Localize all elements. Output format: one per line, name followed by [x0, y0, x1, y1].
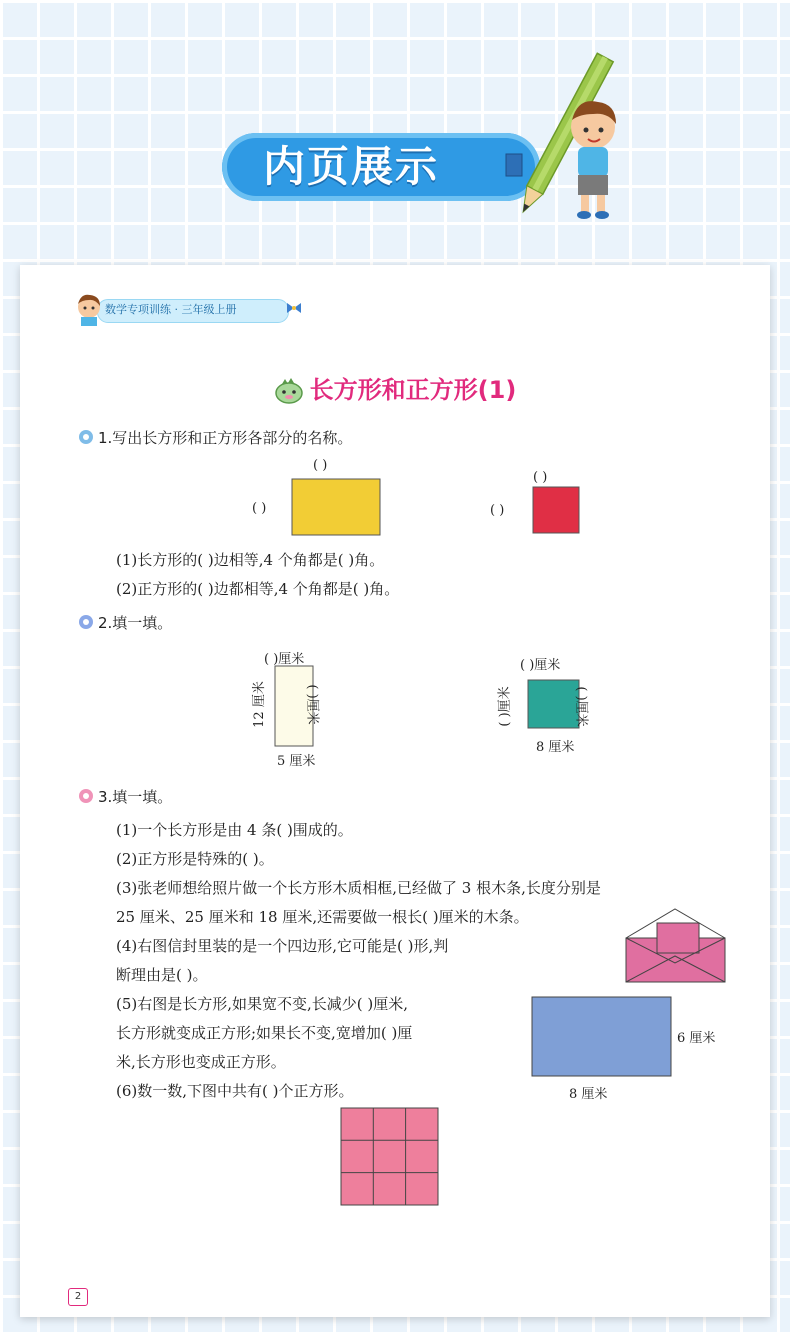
q2-square [528, 680, 579, 728]
q3-line1: (1)一个长方形是由 4 条( )围成的。 [116, 821, 353, 839]
boy-avatar-icon [75, 287, 105, 327]
square-grid-figure [340, 1107, 440, 1207]
q2-heading [78, 612, 172, 633]
q3-line2: (2)正方形是特殊的( )。 [116, 850, 274, 868]
q3-line3a: (3)张老师想给照片做一个长方形木质相框,已经做了 3 根木条,长度分别是 [116, 879, 601, 897]
q1-heading [78, 427, 352, 448]
q1-heading-text: 1.写出长方形和正方形各部分的名称。 [98, 429, 353, 447]
q2-square-top-label: ( )厘米 [520, 658, 561, 673]
dino-icon [274, 378, 304, 404]
q2-rect-right-label: ( )厘米 [304, 684, 320, 725]
showcase-banner [222, 133, 540, 201]
q1-rectangle [292, 479, 380, 535]
series-label: 数学专项训练 · 三年级上册 [105, 303, 237, 316]
q2-rect-left-label: 12 厘米 [251, 681, 267, 728]
q3-line3b: 25 厘米、25 厘米和 18 厘米,还需要做一根长( )厘米的木条。 [116, 908, 529, 926]
flower-icon [78, 614, 94, 630]
boy-with-pencil-illustration [498, 42, 628, 232]
q2-square-right-label: ( )厘米 [573, 686, 589, 727]
q1-rect-top-blank: ( ) [313, 458, 328, 473]
q3-rect-length-label: 8 厘米 [569, 1087, 608, 1102]
q1-square-left-blank: ( ) [490, 503, 505, 518]
bow-icon [287, 301, 301, 315]
flower-icon [78, 788, 94, 804]
q1-line2: (2)正方形的( )边都相等,4 个角都是( )角。 [116, 580, 400, 598]
lesson-title-text: 长方形和正方形(1) [309, 376, 517, 404]
q3-rectangle-figure [530, 995, 675, 1079]
envelope-figure [625, 908, 727, 984]
page-number: 2 [68, 1288, 88, 1306]
q3-rect-width-label: 6 厘米 [677, 1031, 716, 1046]
q3-heading [78, 786, 172, 807]
q2-rect-top-label: ( )厘米 [264, 652, 305, 667]
q3-line4b: 断理由是( )。 [116, 966, 208, 984]
q1-figures [250, 455, 590, 540]
q3-line5c: 米,长方形也变成正方形。 [116, 1053, 286, 1071]
q3-line4a: (4)右图信封里装的是一个四边形,它可能是( )形,判 [116, 937, 449, 955]
q3-line6: (6)数一数,下图中共有( )个正方形。 [116, 1082, 354, 1100]
q3-line5b: 长方形就变成正方形;如果长不变,宽增加( )厘 [116, 1024, 413, 1042]
q1-square-top-blank: ( ) [533, 470, 548, 485]
series-tag [75, 287, 305, 327]
q3-heading-text: 3.填一填。 [98, 788, 173, 806]
q2-square-left-label: ( )厘米 [497, 686, 513, 727]
q3-line5a: (5)右图是长方形,如果宽不变,长减少( )厘米, [116, 995, 409, 1013]
workbook-page [20, 265, 770, 1317]
lesson-title [20, 370, 770, 405]
q2-heading-text: 2.填一填。 [98, 614, 173, 632]
banner-title: 内页展示 [262, 142, 439, 191]
q1-square [533, 487, 579, 533]
flower-icon [78, 429, 94, 445]
q2-rect-bottom-label: 5 厘米 [277, 754, 316, 769]
q1-line1: (1)长方形的( )边相等,4 个角都是( )角。 [116, 551, 385, 569]
q2-square-bottom-label: 8 厘米 [536, 740, 575, 755]
q1-rect-left-blank: ( ) [252, 501, 267, 516]
